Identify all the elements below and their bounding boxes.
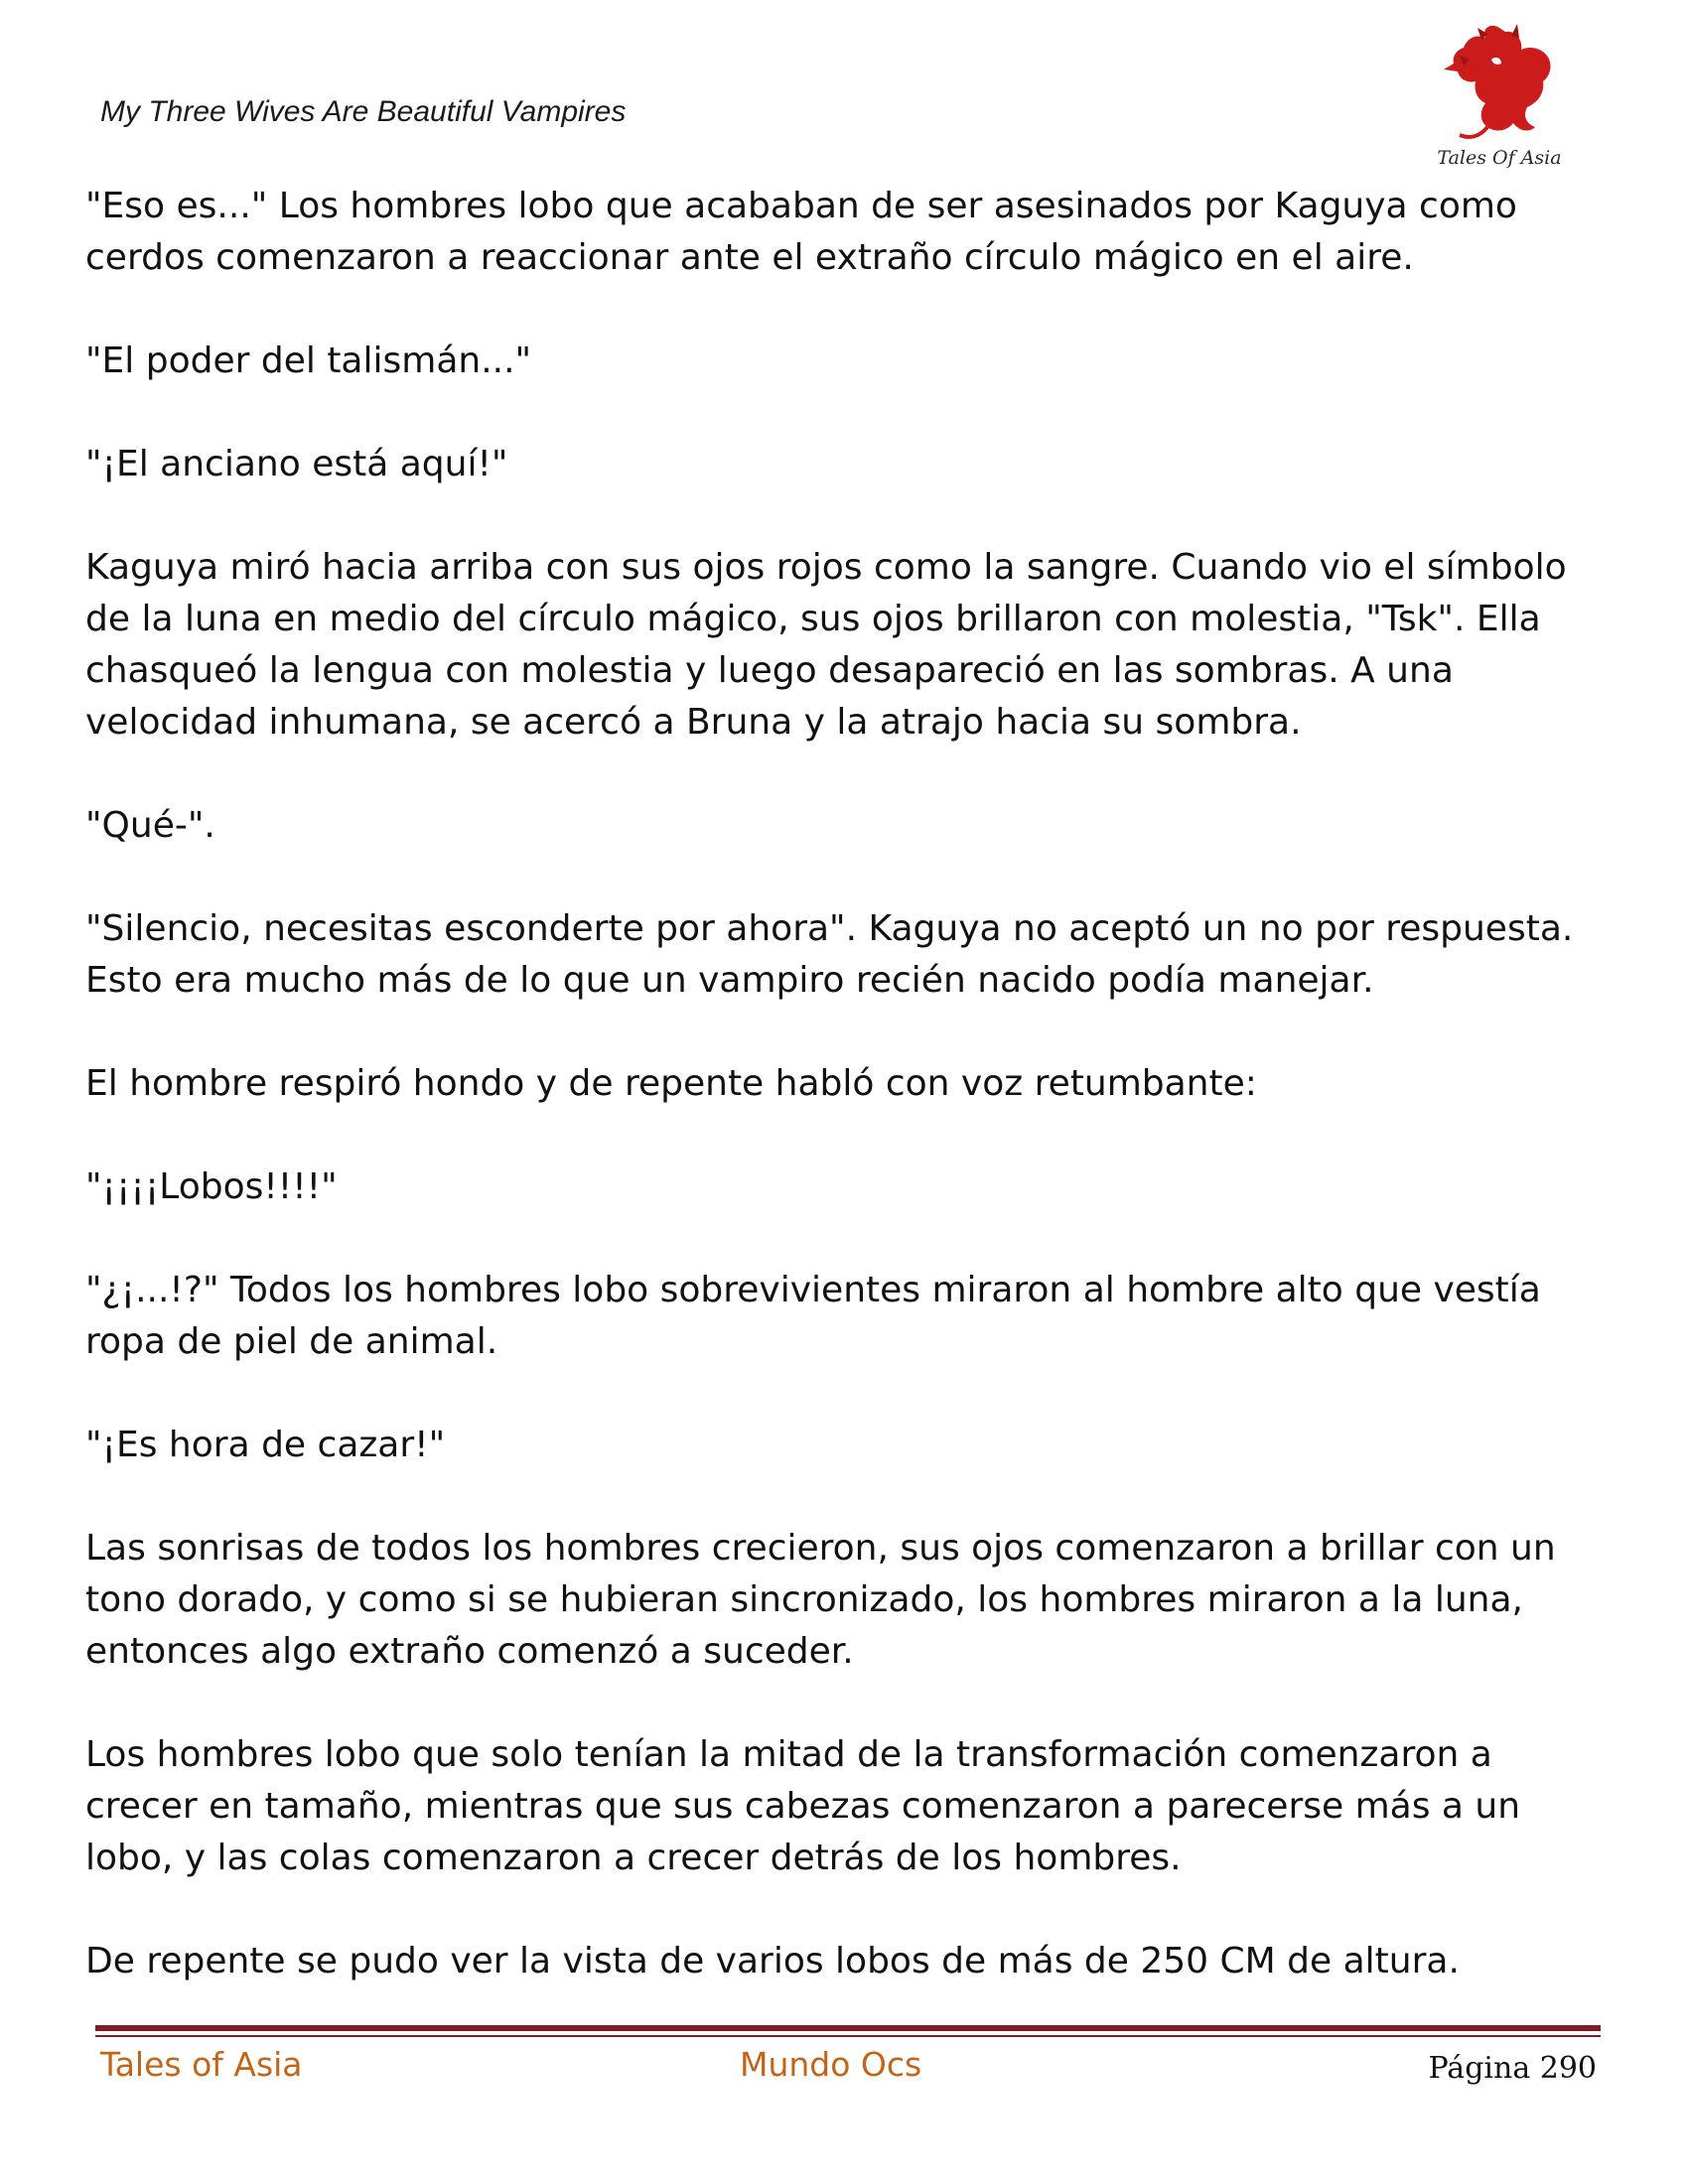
paragraph: "¿¡...!?" Todos los hombres lobo sobrevivientes miraron al hombre alto que vestía ropa de piel de animal. xyxy=(85,1270,1541,1362)
footer-translator: Mundo Ocs xyxy=(740,2045,922,2084)
paragraph: Kaguya miró hacia arriba con sus ojos rojos como la sangre. Cuando vio el símbolo de la luna en medio del círculo mágico, sus ojos brillaron con molestia, "Tsk". Ella chasqueó la lengua con molestia y luego desapareció en las sombras. A una velocidad inhumana, se acercó a Bruna y la atrajo hacia su sombra. xyxy=(85,547,1567,743)
book-title: My Three Wives Are Beautiful Vampires xyxy=(100,95,627,128)
paragraph: "¡El anciano está aquí!" xyxy=(85,444,508,484)
paragraph: Las sonrisas de todos los hombres crecieron, sus ojos comenzaron a brillar con un tono dorado, y como si se hubieran sincronizado, los hombres miraron a la luna, entonces algo extraño comenzó a suceder. xyxy=(85,1528,1556,1672)
paragraph: "El poder del talismán..." xyxy=(85,341,532,381)
paragraph: "¡¡¡¡Lobos!!!!" xyxy=(85,1166,338,1207)
paragraph: De repente se pudo ver la vista de varios lobos de más de 250 CM de altura. xyxy=(85,1941,1460,1981)
paragraph: "¡Es hora de cazar!" xyxy=(85,1425,446,1465)
page-number: Página 290 xyxy=(1428,2051,1597,2086)
footer-divider xyxy=(95,2025,1601,2031)
footer-publisher: Tales of Asia xyxy=(100,2045,303,2084)
footer-divider-thin xyxy=(95,2035,1601,2037)
chapter-body xyxy=(85,181,1615,2039)
publisher-logo xyxy=(1430,20,1569,179)
red-dragon-icon xyxy=(1430,20,1569,149)
paragraph: "Eso es..." Los hombres lobo que acababan de ser asesinados por Kaguya como cerdos comenzaron a reaccionar ante el extraño círculo mágico en el aire. xyxy=(85,186,1517,278)
paragraph: El hombre respiró hondo y de repente habló con voz retumbante: xyxy=(85,1063,1257,1104)
paragraph: Los hombres lobo que solo tenían la mitad de la transformación comenzaron a crecer en tamaño, mientras que sus cabezas comenzaron a parecerse más a un lobo, y las colas comenzaron a crecer detrás de los hombres. xyxy=(85,1734,1521,1878)
paragraph: "Silencio, necesitas esconderte por ahora". Kaguya no aceptó un no por respuesta. Esto era mucho más de lo que un vampiro recién nacido podía manejar. xyxy=(85,908,1574,1001)
paragraph: "Qué-". xyxy=(85,805,215,846)
logo-text: Tales Of Asia xyxy=(1437,147,1562,169)
